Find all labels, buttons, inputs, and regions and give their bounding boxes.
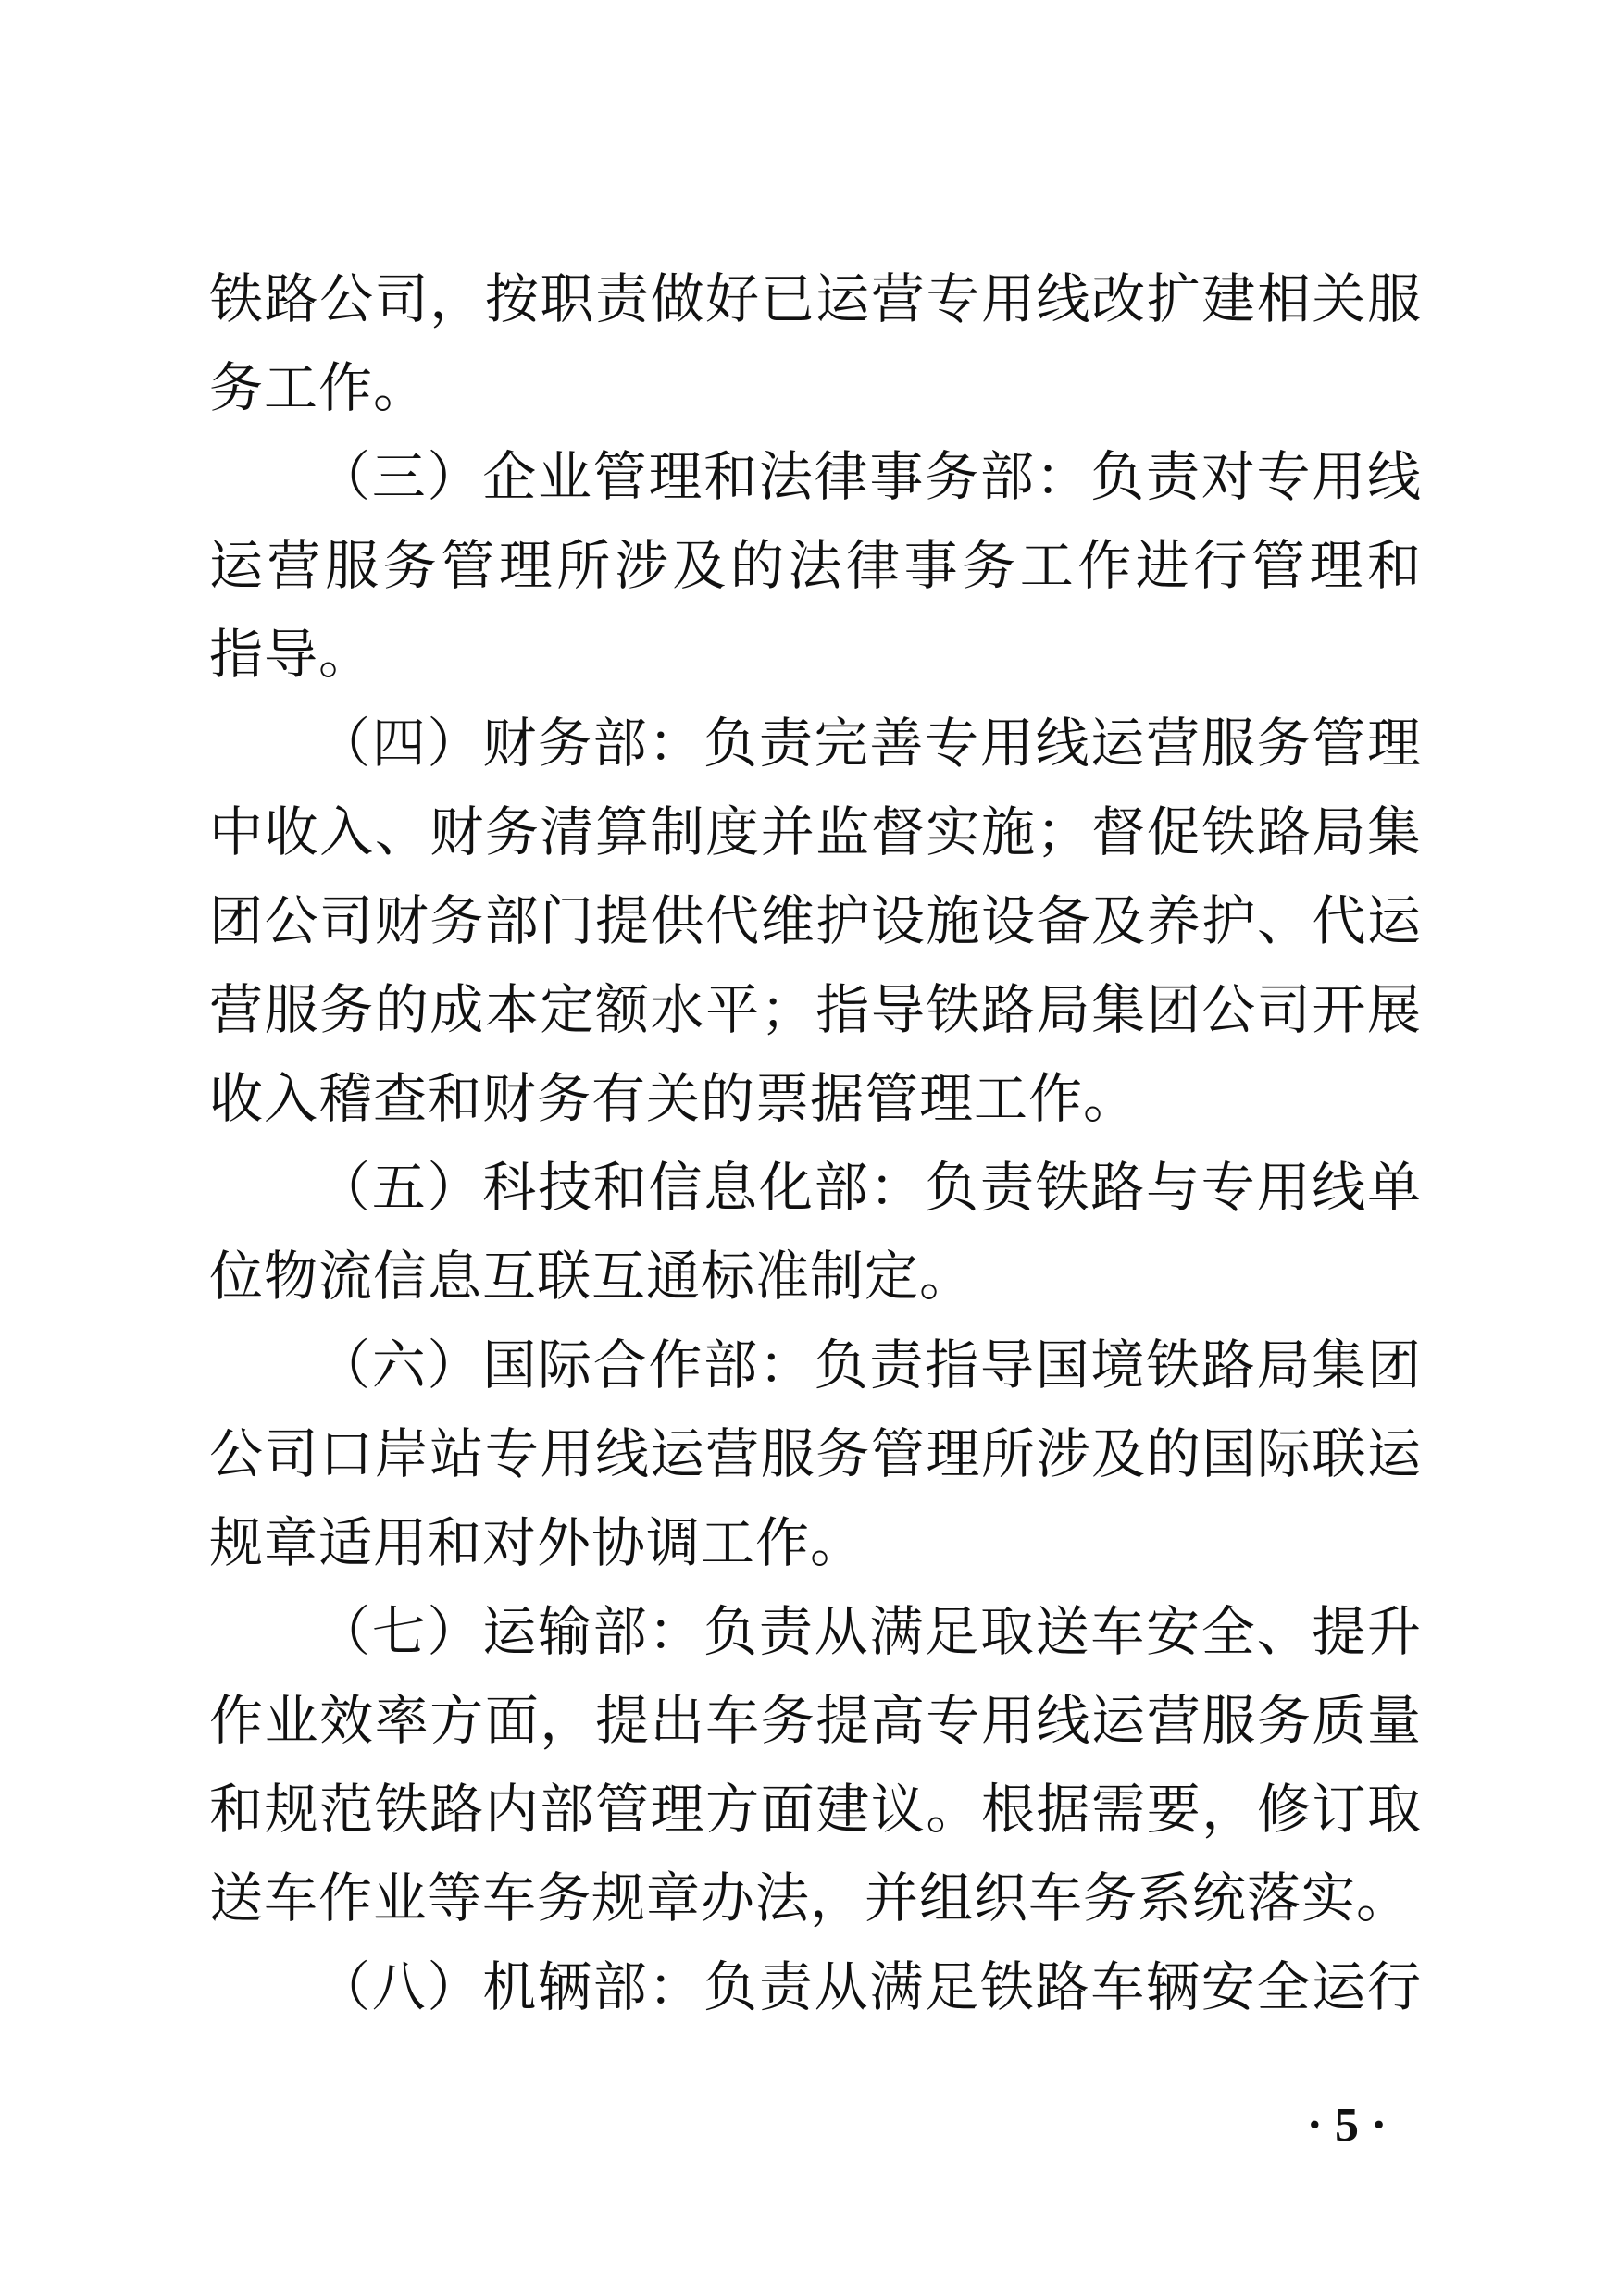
paragraph-start-line: （五）科技和信息化部：负责铁路与专用线单 (317, 1156, 1422, 1219)
text-line: 营服务的成本定额水平；指导铁路局集团公司开展 (209, 978, 1422, 1041)
text-line: 位物流信息互联互通标准制定。 (209, 1245, 975, 1308)
text-line: 作业效率方面，提出车务提高专用线运营服务质量 (209, 1689, 1422, 1752)
text-line: 规章适用和对外协调工作。 (209, 1511, 865, 1574)
paragraph-start-line: （六）国际合作部：负责指导国境铁路局集团 (317, 1334, 1422, 1396)
text-line: 团公司财务部门提供代维护设施设备及养护、代运 (209, 889, 1422, 952)
paragraph-start-line: （八）机辆部：负责从满足铁路车辆安全运行 (317, 1955, 1422, 2018)
text-line: 运营服务管理所涉及的法律事务工作进行管理和 (209, 534, 1422, 597)
page-number: · 5 · (1306, 2099, 1388, 2152)
paragraph-start-line: （三）企业管理和法律事务部：负责对专用线 (317, 445, 1422, 508)
paragraph-start-line: （四）财务部：负责完善专用线运营服务管理 (317, 712, 1422, 775)
text-line: 中收入、财务清算制度并监督实施；督促铁路局集 (209, 800, 1422, 863)
text-line: 公司口岸站专用线运营服务管理所涉及的国际联运 (209, 1422, 1422, 1485)
text-line: 和规范铁路内部管理方面建议。根据需要，修订取 (209, 1778, 1422, 1841)
text-line: 指导。 (209, 623, 374, 686)
text-line: 送车作业等车务规章办法，并组织车务系统落实。 (209, 1867, 1412, 1930)
paragraph-start-line: （七）运输部：负责从满足取送车安全、提升 (317, 1600, 1422, 1663)
text-line: 铁路公司，按职责做好已运营专用线改扩建相关服 (209, 267, 1422, 330)
body-text (209, 254, 1422, 2031)
text-line: 收入稽查和财务有关的票据管理工作。 (209, 1067, 1139, 1130)
text-line: 务工作。 (209, 356, 429, 419)
